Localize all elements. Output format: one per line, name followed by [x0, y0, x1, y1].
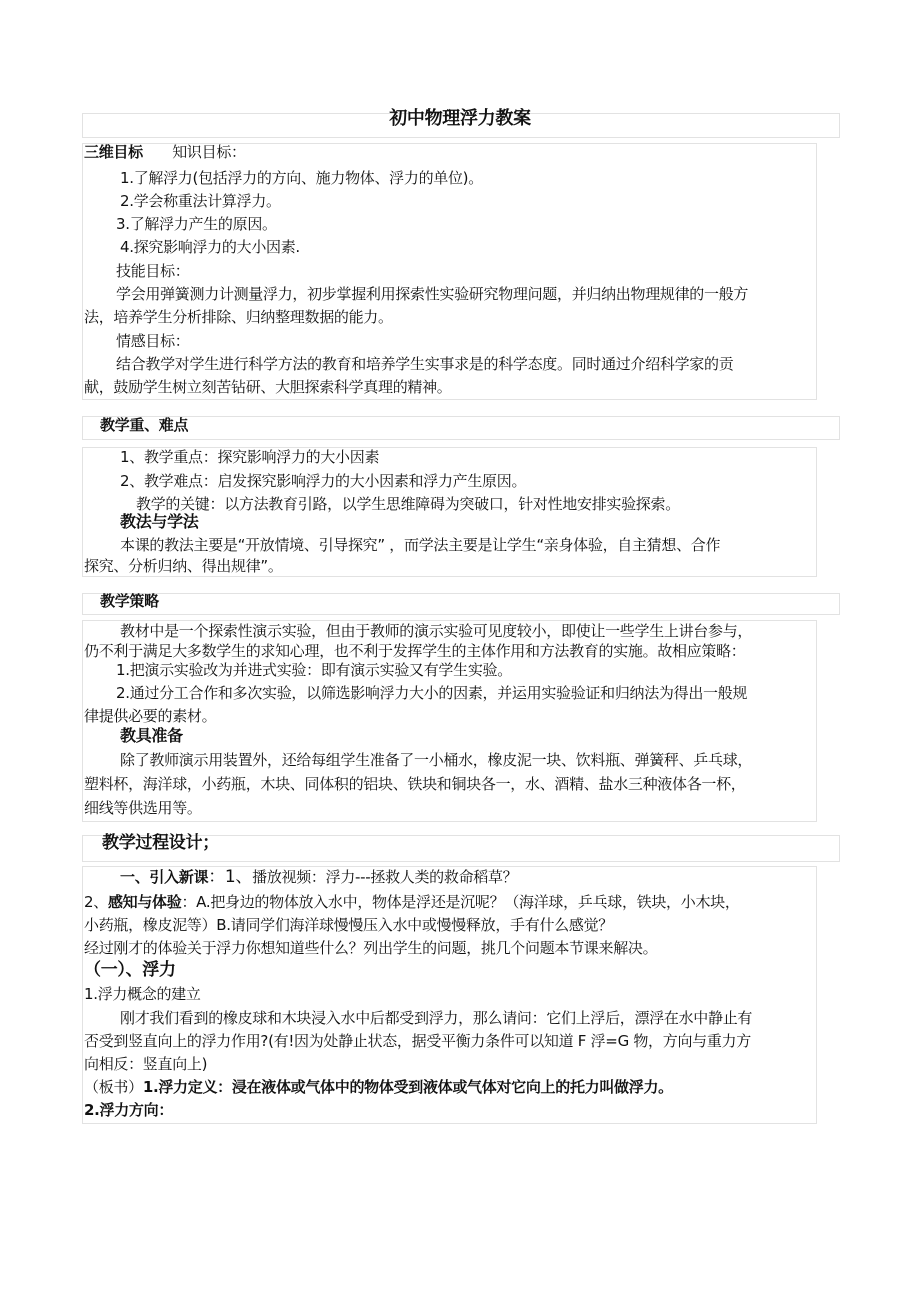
text-line	[84, 555, 283, 577]
text-segment: 学会用弹簧测力计测量浮力，初步掌握利用探索性实验研究物理问题，并归纳出物理规律的一般方	[116, 285, 749, 303]
text-segment: 教材中是一个探索性演示实验，但由于教师的演示实验可见度较小，即使让一些学生上讲台参与，	[120, 622, 753, 640]
bold-text: 教学重、难点	[100, 416, 189, 434]
text-segment: 1.把演示实验改为并进式实验：即有演示实验又有学生实验。	[116, 661, 512, 679]
text-segment: 仍不利于满足大多数学生的求知心理，也不利于发挥学生的主体作用和方法教育的实施。故相应策略：	[84, 642, 746, 660]
text-segment: 经过刚才的体验关于浮力你想知道些什么？列出学生的问题，挑几个问题本节课来解决。	[84, 939, 658, 957]
text-line	[84, 891, 740, 913]
text-line	[84, 914, 613, 936]
text-line	[116, 283, 748, 305]
text-line	[84, 1099, 173, 1121]
text-segment: 献，鼓励学生树立刻苦钻研、大胆探索科学真理的精神。	[84, 378, 452, 396]
text-segment: 刚才我们看到的橡皮球和木块浸入水中后都受到浮力，那么请问：它们上浮后，漂浮在水中静止有	[120, 1009, 753, 1027]
text-line	[116, 260, 190, 282]
text-line	[120, 749, 752, 771]
strategy-header-box	[82, 593, 840, 615]
text-segment: 2、教学难点：启发探究影响浮力的大小因素和浮力产生原因。	[120, 472, 527, 490]
bold-text: 教学过程设计；	[102, 833, 219, 853]
text-segment: 教学的关键：以方法教育引路，以学生思维障碍为突破口，针对性地安排实验探索。	[136, 495, 680, 513]
text-line	[116, 213, 277, 235]
text-segment: 向相反：竖直向上)	[84, 1055, 208, 1073]
text-line	[116, 353, 733, 375]
bold-text: 一、引入新课	[120, 868, 209, 886]
text-line	[120, 1007, 752, 1029]
text-segment: 播放视频：浮力---拯救人类的救命稻草？	[252, 868, 518, 886]
text-segment: 知识目标：	[142, 143, 246, 161]
text-line	[84, 797, 202, 819]
text-line	[84, 937, 657, 959]
text-segment: 2.学会称重法计算浮力。	[120, 192, 281, 210]
section-heading	[100, 590, 159, 612]
text-line	[120, 236, 300, 258]
text-line	[136, 493, 680, 515]
text-line	[120, 470, 526, 492]
text-segment: 2、	[84, 893, 108, 911]
text-segment: 否受到竖直向上的浮力作用?(有!因为处静止状态，据受平衡力条件可以知道 F 浮=G 物，方向与重力方	[84, 1032, 751, 1050]
text-line	[84, 1053, 207, 1075]
text-line	[120, 866, 517, 888]
text-line	[120, 446, 379, 468]
bold-text: （一）、浮力	[84, 960, 176, 980]
text-line	[84, 773, 746, 795]
text-segment: 技能目标：	[116, 262, 190, 280]
text-segment: ：A.把身边的物体放入水中，物体是浮还是沉呢？（海洋球，乒乓球，铁块，小木块，	[181, 893, 740, 911]
section-heading	[100, 414, 188, 436]
text-line	[120, 167, 483, 189]
text-segment: 4.探究影响浮力的大小因素.	[120, 238, 300, 256]
text-line	[120, 620, 752, 642]
text-line	[84, 306, 393, 328]
text-segment: 本课的教法主要是“开放情境、引导探究” ，而学法主要是让学生“亲身体验，自主猜想、合作	[120, 536, 721, 554]
text-line	[84, 983, 201, 1005]
key-points-header-box	[82, 416, 840, 440]
bold-text: 教法与学法	[120, 512, 199, 531]
text-segment: 细线等供选用等。	[84, 799, 202, 817]
bold-text: 教具准备	[120, 726, 183, 745]
bold-text: 感知与体验	[107, 893, 182, 911]
bold-text: 教学策略	[100, 592, 159, 610]
text-segment: 小药瓶，橡皮泥等）B.请同学们海洋球慢慢压入水中或慢慢释放，手有什么感觉？	[84, 916, 613, 934]
text-segment: 3.了解浮力产生的原因。	[116, 215, 277, 233]
objectives-heading	[84, 141, 246, 163]
section-heading	[102, 832, 219, 854]
text-segment: 1.浮力概念的建立	[84, 985, 201, 1003]
text-segment: 结合教学对学生进行科学方法的教育和培养学生实事求是的科学态度。同时通过介绍科学家的贡	[116, 355, 734, 373]
text-segment: 律提供必要的素材。	[84, 707, 217, 725]
text-segment: 除了教师演示用装置外，还给每组学生准备了一小桶水，橡皮泥一块、饮料瓶、弹簧秤、乒乓球，	[120, 751, 753, 769]
bold-text: 1.浮力定义：浸在液体或气体中的物体受到液体或气体对它向上的托力叫做浮力。	[142, 1078, 673, 1096]
bold-text: 三维目标	[84, 143, 143, 161]
text-segment: 情感目标：	[116, 332, 190, 350]
text-segment: （板书）	[84, 1078, 143, 1096]
section-heading	[120, 511, 199, 533]
text-line	[84, 376, 452, 398]
text-line	[120, 190, 281, 212]
document-title: 初中物理浮力教案	[389, 108, 531, 129]
text-line	[116, 330, 190, 352]
text-segment: 探究、分析归纳、得出规律”。	[84, 557, 283, 575]
text-segment: 1、教学重点：探究影响浮力的大小因素	[120, 448, 380, 466]
bold-text: 2.浮力方向：	[84, 1101, 174, 1119]
text-line	[84, 705, 216, 727]
text-line	[84, 1030, 751, 1052]
text-line	[116, 682, 747, 704]
text-line	[120, 534, 720, 556]
text-segment: ：1、	[208, 867, 253, 887]
text-segment: 2.通过分工合作和多次实验，以筛选影响浮力大小的因素，并运用实验验证和归纳法为得出一般规	[116, 684, 748, 702]
text-line	[116, 659, 512, 681]
text-segment: 法，培养学生分析排除、归纳整理数据的能力。	[84, 308, 393, 326]
section-heading	[120, 725, 183, 747]
section-heading	[84, 959, 176, 981]
text-segment: 1.了解浮力(包括浮力的方向、施力物体、浮力的单位)。	[120, 169, 483, 187]
text-line	[84, 1076, 673, 1098]
text-segment: 塑料杯，海洋球，小药瓶，木块、同体积的铝块、铁块和铜块各一，水、酒精、盐水三种液体各一杯，	[84, 775, 746, 793]
